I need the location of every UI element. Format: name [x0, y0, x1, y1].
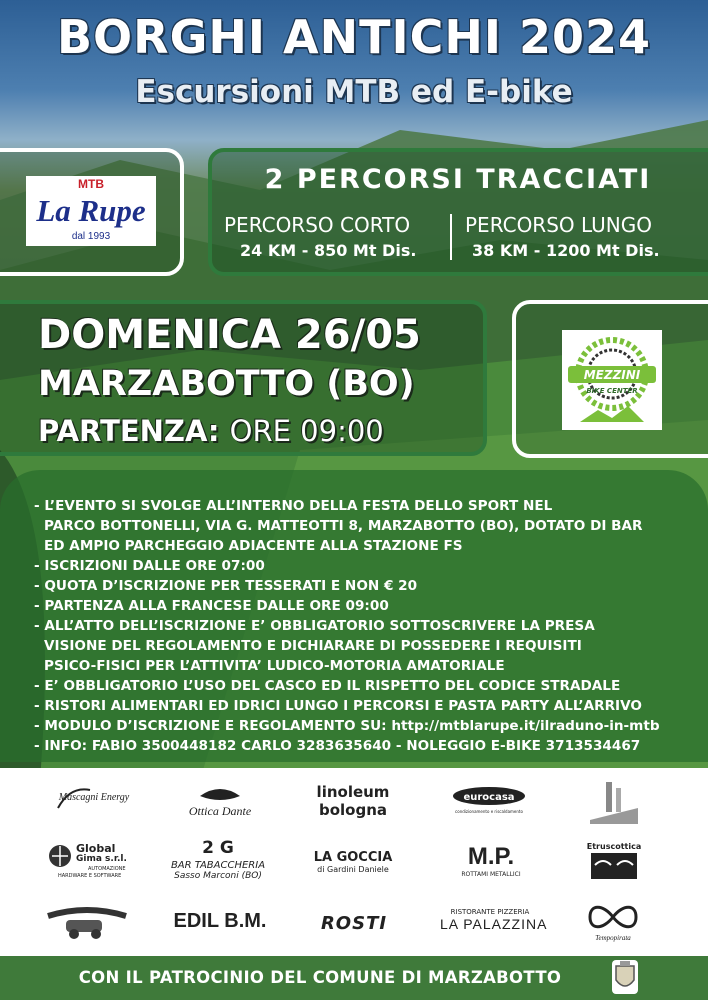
route-long-detail: 38 KM - 1200 Mt Dis. — [472, 241, 660, 260]
sponsor-mascagni-text: Mascagni Energy — [58, 792, 130, 803]
sponsor-global-line2: Gima s.r.l. — [76, 854, 127, 864]
info-line: VISIONE DEL REGOLAMENTO E DICHIARARE DI POSSEDERE I REQUISITI — [44, 638, 582, 654]
sponsor-linoleum-line2: bologna — [318, 801, 388, 819]
sponsor-goccia-line2: di Gardini Daniele — [317, 865, 389, 874]
info-line: - PARTENZA ALLA FRANCESE DALLE ORE 09:00 — [34, 598, 389, 614]
globe-icon — [48, 844, 72, 868]
sponsor-mp — [448, 843, 534, 878]
sponsor-palazzina-line1: RISTORANTE PIZZERIA — [450, 908, 530, 916]
info-line: - E’ OBBLIGATORIO L’USO DEL CASCO ED IL RISPETTO DEL CODICE STRADALE — [34, 678, 621, 694]
event-start-label: PARTENZA: — [38, 414, 220, 448]
sponsor-bar-line1: 2 G — [202, 838, 234, 858]
sponsor-la-palazzina — [440, 908, 548, 932]
etrusc-eyes-icon — [589, 851, 639, 881]
info-line: PARCO BOTTONELLI, VIA G. MATTEOTTI 8, MARZABOTTO (BO), DOTATO DI BAR — [44, 518, 643, 534]
sponsor-tempopirata — [578, 904, 648, 942]
event-start — [38, 414, 384, 448]
sponsor-palazzina-line2: LA PALAZZINA — [440, 916, 548, 932]
info-line: - L’EVENTO SI SVOLGE ALL’INTERNO DELLA FESTA DELLO SPORT NEL — [34, 498, 553, 514]
sponsor-bar-tabaccheria — [166, 838, 270, 881]
sponsor-linoleum — [308, 783, 398, 819]
sponsor-mp-line1: M.P. — [467, 843, 515, 870]
sponsor-ottica-dante — [170, 782, 270, 826]
route-short-name: PERCORSO CORTO — [224, 213, 411, 237]
sponsor-etrusc-text: Etruscottica — [586, 842, 642, 851]
info-line: ED AMPIO PARCHEGGIO ADIACENTE ALLA STAZIONE FS — [44, 538, 463, 554]
sponsor-eurocasa-text: eurocasa — [463, 792, 515, 803]
event-place: MARZABOTTO (BO) — [38, 364, 415, 404]
sponsor-vintage-logo-icon — [44, 904, 130, 940]
sponsor-rosti: ROSTI — [320, 913, 388, 934]
sponsor-global-line4: HARDWARE E SOFTWARE — [58, 873, 122, 879]
route-divider — [450, 214, 452, 260]
route-long-name: PERCORSO LUNGO — [465, 213, 652, 237]
sponsor-la-goccia — [308, 850, 398, 874]
sponsor-bar-line2: BAR TABACCHERIA — [170, 860, 266, 871]
larupe-logo-name: La Rupe — [36, 193, 146, 228]
sponsor-bar-line3: Sasso Marconi (BO) — [174, 871, 262, 881]
poster-subtitle: Escursioni MTB ed E-bike — [135, 74, 573, 110]
coat-of-arms-icon — [612, 960, 638, 994]
routes-title: 2 PERCORSI TRACCIATI — [264, 164, 652, 195]
info-line: PSICO-FISICI PER L’ATTIVITA’ LUDICO-MOTORIA AMATORIALE — [44, 658, 505, 674]
sponsor-tempo-text: Tempopirata — [595, 934, 631, 942]
sponsor-global-line3: AUTOMAZIONE — [88, 866, 126, 872]
larupe-logo — [26, 176, 156, 246]
sponsor-eurocasa-sub: condizionamento e riscaldamento — [455, 809, 523, 814]
sponsor-goccia-line1: LA GOCCIA — [313, 850, 393, 865]
mezzini-logo-line2: BIKE CENTER — [586, 387, 638, 395]
sponsor-mascagni — [50, 782, 130, 822]
sponsor-ottica-text: Ottica Dante — [188, 804, 252, 818]
tower-logo-icon — [586, 778, 642, 826]
info-line: - ALL’ATTO DELL’ISCRIZIONE E’ OBBLIGATORIO SOTTOSCRIVERE LA PRESA — [34, 618, 595, 634]
mezzini-logo — [562, 330, 662, 430]
info-line: - QUOTA D’ISCRIZIONE PER TESSERATI E NON € 20 — [34, 578, 418, 594]
sponsor-global-gima — [48, 842, 144, 882]
sponsor-mp-line2: ROTTAMI METALLICI — [461, 871, 521, 878]
footer-patronage: CON IL PATROCINIO DEL COMUNE DI MARZABOTTO — [78, 968, 562, 987]
infinity-icon — [578, 904, 648, 930]
sponsor-edil-bm: EDIL B.M. — [173, 910, 267, 932]
poster-title: BORGHI ANTICHI 2024 — [57, 10, 651, 64]
sponsor-eurocasa — [446, 786, 532, 820]
info-line: - INFO: FABIO 3500448182 CARLO 3283635640 - NOLEGGIO E-BIKE 3713534467 — [34, 738, 641, 754]
route-short-detail: 24 KM - 850 Mt Dis. — [240, 241, 417, 260]
sponsor-global-line1: Global — [76, 842, 116, 855]
event-start-time: ORE 09:00 — [229, 414, 384, 448]
event-date: DOMENICA 26/05 — [38, 312, 421, 358]
info-line: - MODULO D’ISCRIZIONE E REGOLAMENTO SU: http://mtblarupe.it/ilraduno-in-mtb — [34, 718, 660, 734]
larupe-logo-mtb: MTB — [78, 177, 104, 191]
mezzini-logo-line1: MEZZINI — [583, 368, 641, 382]
info-line: - RISTORI ALIMENTARI ED IDRICI LUNGO I PERCORSI E PASTA PARTY ALL’ARRIVO — [34, 698, 642, 714]
sponsor-linoleum-line1: linoleum — [316, 783, 390, 801]
info-line: - ISCRIZIONI DALLE ORE 07:00 — [34, 558, 265, 574]
sponsor-etruscottica — [586, 842, 642, 885]
larupe-logo-since: dal 1993 — [71, 231, 111, 242]
